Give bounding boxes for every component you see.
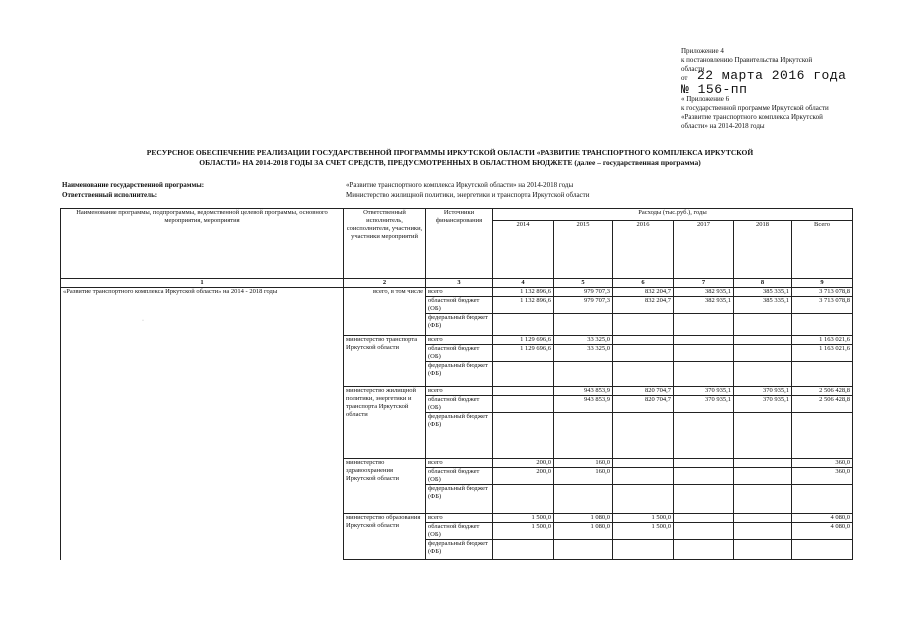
- value-cell: 1 163 021,6: [792, 345, 853, 362]
- value-cell: [674, 459, 734, 468]
- column-number: 7: [674, 279, 734, 288]
- header-year: 2015: [554, 221, 613, 279]
- appendix-line7: области» на 2014-2018 годы: [681, 122, 765, 130]
- source-cell: областной бюджет (ОБ): [426, 396, 493, 413]
- source-cell: федеральный бюджет (ФБ): [426, 485, 493, 514]
- column-number: 2: [344, 279, 426, 288]
- header-year: 2018: [734, 221, 792, 279]
- executor-cell: всего, в том числе: [344, 288, 426, 336]
- executor-label: Ответственный исполнитель:: [62, 191, 158, 199]
- table-row: [61, 336, 853, 345]
- value-cell: 1 500,0: [493, 523, 554, 540]
- value-cell: [613, 336, 674, 345]
- value-cell: [493, 387, 554, 396]
- column-number: 3: [426, 279, 493, 288]
- title-line2: ОБЛАСТИ» НА 2014-2018 ГОДЫ ЗА СЧЕТ СРЕДСТВ, ПРЕДУСМОТРЕННЫХ В ОБЛАСТНОМ БЮДЖЕТЕ (далее – государственная программа): [199, 158, 701, 167]
- source-cell: областной бюджет (ОБ): [426, 523, 493, 540]
- value-cell: 979 707,3: [554, 297, 613, 314]
- value-cell: 160,0: [554, 468, 613, 485]
- value-cell: 832 204,7: [613, 288, 674, 297]
- value-cell: 1 080,0: [554, 523, 613, 540]
- column-number: 4: [493, 279, 554, 288]
- value-cell: 2 506 428,8: [792, 396, 853, 413]
- source-cell: областной бюджет (ОБ): [426, 297, 493, 314]
- value-cell: 382 935,1: [674, 288, 734, 297]
- source-cell: федеральный бюджет (ФБ): [426, 362, 493, 387]
- value-cell: [493, 396, 554, 413]
- source-cell: всего: [426, 387, 493, 396]
- value-cell: 979 707,3: [554, 288, 613, 297]
- column-number: 1: [61, 279, 344, 288]
- appendix-line2: к постановлению Правительства Иркутской: [681, 56, 813, 64]
- program-name-cell: «Развитие транспортного комплекса Иркутской области» на 2014 - 2018 годы: [61, 288, 344, 336]
- value-cell: [613, 468, 674, 485]
- value-cell: 385 335,1: [734, 297, 792, 314]
- value-cell: [734, 468, 792, 485]
- value-cell: 2 506 428,8: [792, 387, 853, 396]
- source-cell: всего: [426, 459, 493, 468]
- header-year: 2017: [674, 221, 734, 279]
- resolution-number: № 156-пп: [681, 82, 748, 97]
- value-cell: [613, 345, 674, 362]
- value-cell: [734, 345, 792, 362]
- value-cell: [613, 459, 674, 468]
- source-cell: федеральный бюджет (ФБ): [426, 314, 493, 336]
- appendix-line1: Приложение 4: [681, 47, 724, 55]
- executor-cell: министерство образования Иркутской области: [344, 514, 426, 560]
- scan-dot: ·: [142, 318, 144, 324]
- title-line1: РЕСУРСНОЕ ОБЕСПЕЧЕНИЕ РЕАЛИЗАЦИИ ГОСУДАРСТВЕННОЙ ПРОГРАММЫ ИРКУТСКОЙ ОБЛАСТИ «РАЗВИТИЕ ТРАНСПОРТНОГО КОМПЛЕКСА ИРКУТСКОЙ: [146, 148, 754, 157]
- value-cell: [734, 336, 792, 345]
- program-value: «Развитие транспортного комплекса Иркутской области» на 2014-2018 годы: [346, 181, 574, 189]
- source-cell: областной бюджет (ОБ): [426, 468, 493, 485]
- value-cell: [734, 514, 792, 523]
- value-cell: 370 935,1: [674, 387, 734, 396]
- value-cell: [674, 468, 734, 485]
- header-year: 2014: [493, 221, 554, 279]
- appendix-line6: «Развитие транспортного комплекса Иркутской: [681, 113, 823, 121]
- executor-cell: министерство здравоохранения Иркутской области: [344, 459, 426, 514]
- program-label: Наименование государственной программы:: [62, 181, 205, 189]
- executor-value: Министерство жилищной политики, энергетики и транспорта Иркутской области: [346, 191, 590, 199]
- value-cell: 360,0: [792, 468, 853, 485]
- source-cell: областной бюджет (ОБ): [426, 345, 493, 362]
- value-cell: 4 080,0: [792, 514, 853, 523]
- value-cell: [734, 459, 792, 468]
- header-expenses: Расходы (тыс.руб.), годы: [493, 209, 853, 221]
- date-prefix: от: [681, 74, 688, 82]
- value-cell: [674, 523, 734, 540]
- value-cell: 370 935,1: [734, 396, 792, 413]
- value-cell: 820 704,7: [613, 387, 674, 396]
- value-cell: 3 713 078,8: [792, 297, 853, 314]
- value-cell: 33 325,0: [554, 336, 613, 345]
- header-name: Наименование программы, подпрограммы, ведомственной целевой программы, основного мероприятия, мероприятия: [61, 209, 344, 279]
- resource-table: [60, 208, 853, 560]
- header-source: Источники финансирования: [426, 209, 493, 279]
- value-cell: 1 132 896,6: [493, 288, 554, 297]
- program-name-cell-continued: [61, 336, 344, 560]
- value-cell: 4 080,0: [792, 523, 853, 540]
- appendix-line3: области: [681, 65, 705, 73]
- source-cell: всего: [426, 514, 493, 523]
- value-cell: [674, 345, 734, 362]
- value-cell: 370 935,1: [674, 396, 734, 413]
- appendix-line5: к государственной программе Иркутской области: [681, 104, 829, 112]
- executor-cell: министерство жилищной политики, энергетики и транспорта Иркутской области: [344, 387, 426, 459]
- appendix-line4: « Приложение 6: [681, 95, 730, 103]
- value-cell: 1 132 896,6: [493, 297, 554, 314]
- column-number: 5: [554, 279, 613, 288]
- value-cell: 382 935,1: [674, 297, 734, 314]
- value-cell: 200,0: [493, 459, 554, 468]
- value-cell: 1 129 696,6: [493, 345, 554, 362]
- document-title: [100, 148, 800, 168]
- value-cell: 1 129 696,6: [493, 336, 554, 345]
- appendix-block: [681, 47, 881, 131]
- value-cell: 1 080,0: [554, 514, 613, 523]
- value-cell: 1 500,0: [493, 514, 554, 523]
- value-cell: 820 704,7: [613, 396, 674, 413]
- value-cell: 33 325,0: [554, 345, 613, 362]
- value-cell: 1 500,0: [613, 523, 674, 540]
- column-number: 9: [792, 279, 853, 288]
- header-year: 2016: [613, 221, 674, 279]
- executor-cell: министерство транспорта Иркутской области: [344, 336, 426, 387]
- value-cell: 200,0: [493, 468, 554, 485]
- source-cell: всего: [426, 288, 493, 297]
- value-cell: 160,0: [554, 459, 613, 468]
- value-cell: [674, 514, 734, 523]
- value-cell: 385 335,1: [734, 288, 792, 297]
- value-cell: 360,0: [792, 459, 853, 468]
- value-cell: 943 853,9: [554, 387, 613, 396]
- source-cell: федеральный бюджет (ФБ): [426, 540, 493, 560]
- header-total: Всего: [792, 221, 853, 279]
- table-row: [61, 288, 853, 297]
- value-cell: 370 935,1: [734, 387, 792, 396]
- resolution-date: 22 марта 2016 года: [697, 68, 847, 83]
- value-cell: 1 500,0: [613, 514, 674, 523]
- source-cell: всего: [426, 336, 493, 345]
- value-cell: 3 713 078,8: [792, 288, 853, 297]
- value-cell: [674, 336, 734, 345]
- column-number: 8: [734, 279, 792, 288]
- value-cell: 1 163 021,6: [792, 336, 853, 345]
- source-cell: федеральный бюджет (ФБ): [426, 413, 493, 459]
- header-executor: Ответственный исполнитель, соисполнители, участники, участники мероприятий: [344, 209, 426, 279]
- value-cell: [734, 523, 792, 540]
- value-cell: 943 853,9: [554, 396, 613, 413]
- column-number: 6: [613, 279, 674, 288]
- value-cell: 832 204,7: [613, 297, 674, 314]
